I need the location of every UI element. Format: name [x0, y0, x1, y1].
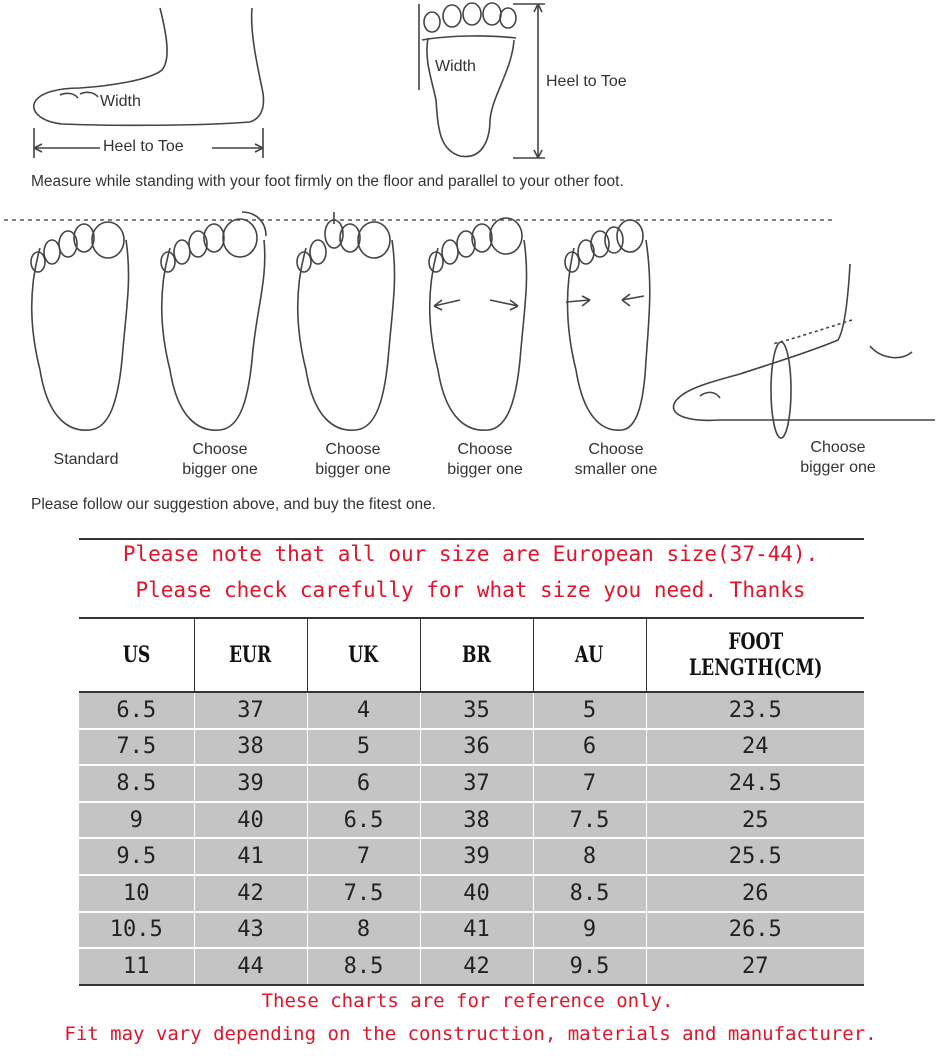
table-cell: 24 — [646, 729, 864, 766]
table-cell: 42 — [194, 875, 307, 912]
long-toe-foot-icon — [297, 212, 395, 430]
table-cell: 25 — [646, 802, 864, 839]
table-cell: 10 — [79, 875, 194, 912]
table-cell: 7 — [307, 838, 420, 875]
table-cell: 10.5 — [79, 912, 194, 949]
notice-top-rule — [79, 538, 864, 540]
table-cell: 9 — [79, 802, 194, 839]
table-cell: 37 — [194, 692, 307, 729]
table-cell: 39 — [420, 838, 533, 875]
table-row — [79, 875, 864, 912]
table-cell: 9.5 — [79, 838, 194, 875]
table-cell: 7 — [533, 765, 646, 802]
side-view-foot-icon — [34, 8, 264, 125]
table-cell: 4 — [307, 692, 420, 729]
table-row — [79, 948, 864, 985]
side-width-label: Width — [100, 93, 141, 110]
table-cell: 43 — [194, 912, 307, 949]
wide-toe-foot-icon — [161, 212, 266, 430]
table-cell: 37 — [420, 765, 533, 802]
header-us: US — [79, 618, 194, 692]
table-row — [79, 692, 864, 729]
size-chart-table — [79, 617, 864, 986]
table-cell: 6 — [307, 765, 420, 802]
foot-type-caption: Choose bigger one — [800, 439, 876, 476]
table-row — [79, 765, 864, 802]
table-cell: 7.5 — [307, 875, 420, 912]
foot-type-caption: Choose bigger one — [182, 441, 258, 478]
table-cell: 6.5 — [79, 692, 194, 729]
foot-type-caption: Standard — [53, 451, 119, 468]
table-cell: 8.5 — [79, 765, 194, 802]
table-cell: 8.5 — [307, 948, 420, 985]
table-cell: 35 — [420, 692, 533, 729]
size-notice-line1: Please note that all our size are European size(37-44). — [122, 542, 819, 566]
table-cell: 24.5 — [646, 765, 864, 802]
wide-foot-icon — [429, 218, 527, 430]
table-cell: 8 — [533, 838, 646, 875]
table-cell: 11 — [79, 948, 194, 985]
size-notice-line2: Please check carefully for what size you need. Thanks — [135, 578, 806, 602]
table-cell: 6 — [533, 729, 646, 766]
measure-instruction: Measure while standing with your foot firmly on the floor and parallel to your other foot. — [31, 173, 624, 190]
table-cell: 26 — [646, 875, 864, 912]
table-cell: 7.5 — [79, 729, 194, 766]
high-instep-foot-icon — [673, 264, 935, 438]
table-row — [79, 838, 864, 875]
table-cell: 7.5 — [533, 802, 646, 839]
table-row — [79, 729, 864, 766]
suggestion-text: Please follow our suggestion above, and buy the fitest one. — [31, 496, 436, 513]
table-cell: 39 — [194, 765, 307, 802]
table-cell: 41 — [194, 838, 307, 875]
table-cell: 38 — [194, 729, 307, 766]
size-chart-header-row — [79, 618, 864, 692]
footer-note-line2: Fit may vary depending on the construction, materials and manufacturer. — [64, 1023, 877, 1045]
table-cell: 26.5 — [646, 912, 864, 949]
header-au: AU — [533, 618, 646, 692]
table-cell: 23.5 — [646, 692, 864, 729]
table-cell: 44 — [194, 948, 307, 985]
footer-note-line1: These charts are for reference only. — [261, 990, 674, 1012]
header-eur: EUR — [194, 618, 307, 692]
top-width-label: Width — [435, 58, 476, 75]
top-heel-to-toe-label: Heel to Toe — [546, 73, 627, 90]
table-row — [79, 802, 864, 839]
table-cell: 42 — [420, 948, 533, 985]
table-cell: 25.5 — [646, 838, 864, 875]
side-heel-to-toe-label: Heel to Toe — [103, 138, 184, 155]
table-cell: 36 — [420, 729, 533, 766]
table-cell: 8.5 — [533, 875, 646, 912]
foot-type-caption: Choose bigger one — [315, 441, 391, 478]
table-cell: 5 — [533, 692, 646, 729]
table-cell: 40 — [420, 875, 533, 912]
header-foot-length: FOOT LENGTH(CM) — [646, 618, 864, 692]
table-cell: 41 — [420, 912, 533, 949]
table-cell: 38 — [420, 802, 533, 839]
table-row — [79, 912, 864, 949]
standard-foot-icon — [31, 222, 129, 430]
header-uk: UK — [307, 618, 420, 692]
table-cell: 6.5 — [307, 802, 420, 839]
table-cell: 27 — [646, 948, 864, 985]
table-cell: 40 — [194, 802, 307, 839]
foot-type-caption: Choose bigger one — [447, 441, 523, 478]
header-br: BR — [420, 618, 533, 692]
table-cell: 5 — [307, 729, 420, 766]
top-view-foot-icon — [419, 3, 545, 158]
foot-type-caption: Choose smaller one — [574, 441, 658, 478]
table-cell: 8 — [307, 912, 420, 949]
table-cell: 9 — [533, 912, 646, 949]
table-cell: 9.5 — [533, 948, 646, 985]
narrow-foot-icon — [565, 220, 650, 430]
